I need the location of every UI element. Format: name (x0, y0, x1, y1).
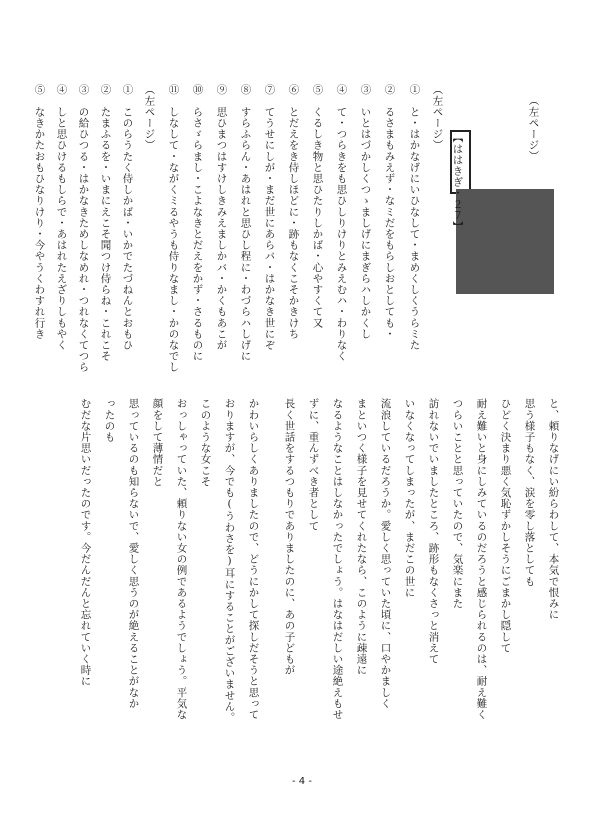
translation-line: 流浪しているだろうか。愛しく思っていた頃に、口やかましく (379, 398, 392, 709)
translation-line: ひどく決まり悪く気恥ずかしそうにごまかし隠して (499, 398, 512, 654)
translation-line: かわいらしくありましたので、どうにかして探しだそうと思って (247, 398, 260, 720)
woodcut-illustration (456, 189, 554, 294)
translation-line: おっしゃっていた、頼りない女の例であるようでしょう。平気な (175, 398, 188, 720)
classical-line: ⑨ 思ひまつはすけしきみえましかバ・かくもあこが (215, 84, 228, 351)
classical-line: （左ページ） (431, 84, 444, 151)
section-title: 【ははきぎ・２７】 (451, 132, 464, 232)
translation-line: 思う様子もなく、涙を零し落としても (523, 398, 536, 587)
translation-line: つらいことと思っていたので、気楽にまた (451, 398, 464, 609)
translation-line: いなくなってしまったが、まだこの世に (403, 398, 416, 598)
translation-line: 耐え難いと身にしみているのだろうと感じられるのは、耐え難く (475, 398, 488, 720)
classical-line: ③ いとはづかしくつゝましげにまぎらハしかくし (359, 84, 372, 340)
translation-line: ずに、重んずべき者として (307, 398, 320, 532)
classical-line: ③ の給ひつる・はかなきためしなめれ・つれなくてつら (77, 84, 90, 373)
classical-line: ⑪ しなして・ながくミるやうも侍りなまし・かのなでし (167, 84, 180, 373)
translation-line: 長く世話をするつもりでありましたのに、あの子どもが (283, 398, 296, 676)
translation-line: このような女こそ (199, 398, 212, 487)
classical-line: ④ て・つらきをも思ひしりけりとみえむハ・わりなく (335, 84, 348, 362)
translation-line: ったのも (103, 398, 116, 443)
classical-line: ⑤ くるしき物と思ひたりしかば・心やすくて又 (311, 84, 324, 329)
classical-line: （左ページ） (143, 84, 156, 151)
classical-line: ⑩ らさゞらまし・こよなきとだえをかず・さるものに (191, 84, 204, 362)
left-page-label: （左ページ） (527, 95, 540, 162)
translation-line: なるようなことはしなかったでしょう。はなはだしい途絶えもせ (331, 398, 344, 720)
classical-line: ② るさまもみえず・なミだをもらしおとしても・ (383, 84, 396, 340)
classical-line: ① このらうたく侍しかば・いかでたづねんとおもひ (121, 84, 134, 351)
translation-line: おりますが、今でも(うわさを)耳にすることがございません。 (223, 398, 236, 723)
classical-line: ② たまふるを・いまにえこそ聞つけ侍らね・これこそ (99, 84, 112, 362)
translation-line: 訪れないでいましたところ、跡形もなくさっと消えて (427, 398, 440, 665)
translation-line: むだな片思いだったのです。今だんだんと忘れていく時に (79, 398, 92, 687)
classical-line: ④ しと思ひけるもしらで・あはれたえざりしもやく (55, 84, 68, 351)
classical-line: ⑧ すらふらん・あはれと思ひし程に・わづらハしげに (239, 84, 252, 362)
classical-line: ⑦ てうせにしが・まだ世にあらバ・はかなき世にぞ (263, 84, 276, 351)
classical-line: ① と・はかなげにいひなして・まめくしくうらミた (408, 84, 421, 351)
page-number: - 4 - (292, 776, 312, 787)
translation-line: と、頼りなげにい紛らわして、本気で恨みに (547, 398, 560, 620)
translation-line: 顔をして薄情だと (151, 398, 164, 487)
translation-line: まといつく様子を見せてくれたなら、このように疎遠に (355, 398, 368, 676)
translation-line: 思っているのも知らないで、愛しく思うのが絶えることがなか (127, 398, 140, 709)
classical-line: ⑤ なきかたおもひなりけり・今やうくわすれ行き (33, 84, 46, 340)
classical-line: ⑥ とだえをき侍しほどに・跡もなくこそかきけち (287, 84, 300, 340)
